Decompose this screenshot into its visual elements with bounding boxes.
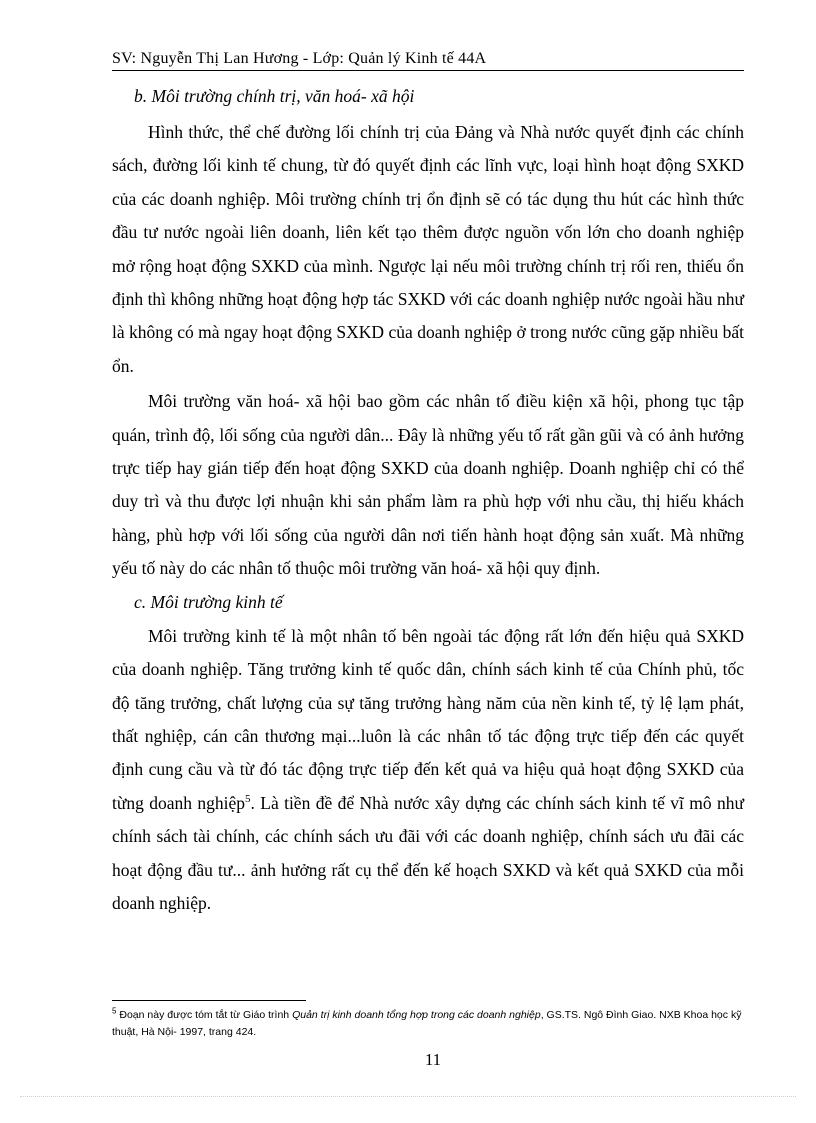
running-header: SV: Nguyễn Thị Lan Hương - Lớp: Quản lý Kinh tế 44A <box>112 50 744 71</box>
footnote-number: 5 <box>112 1006 117 1016</box>
footnote-reference[interactable]: 5 <box>245 792 251 805</box>
paragraph-political: Hình thức, thể chế đường lối chính trị của Đảng và Nhà nước quyết định các chính sách, đường lối kinh tế chung, từ đó quyết định các lĩnh vực, loại hình hoạt động SXKD của các doanh nghiệp. Môi trường chính trị ổn định sẽ có tác dụng thu hút các hình thức đầu tư nước ngoài liên doanh, liên kết tạo thêm được nguồn vốn lớn cho doanh nghiệp mở rộng hoạt động SXKD của mình. Ngược lại nếu môi trường chính trị rối ren, thiếu ổn định thì không những hoạt động hợp tác SXKD với các doanh nghiệp nước ngoài hầu như là không có mà ngay hoạt động SXKD của doanh nghiệp ở trong nước cũng gặp nhiều bất ổn. <box>112 122 744 376</box>
paragraph-economic <box>112 620 744 921</box>
page-number: 11 <box>424 1050 442 1069</box>
footnote-book-title: Quản trị kinh doanh tổng hợp trong các doanh nghiệp <box>292 1009 541 1021</box>
footnote-text-after: , GS.TS. Ngô Đình Giao. NXB Khoa học kỹ thuật, Hà Nội- 1997, trang 424. <box>112 1009 742 1038</box>
body-text <box>112 82 744 920</box>
paragraph-economic-part1: Môi trường kinh tế là một nhân tố bên ngoài tác động rất lớn đến hiệu quả SXKD của doanh nghiệp. Tăng trưởng kinh tế quốc dân, chính sách kinh tế của Chính phủ, tốc độ tăng trưởng, chất lượng của sự tăng trưởng hàng năm của nền kinh tế, tỷ lệ lạm phát, thất nghiệp, cán cân thương mại...luôn là các nhân tố tác động trực tiếp đến các quyết định cung cầu và từ đó tác động trực tiếp đến kết quả va hiệu quả hoạt động SXKD của từng doanh nghiệp <box>112 625 744 813</box>
section-heading-c: c. Môi trường kinh tế <box>134 591 283 612</box>
footnote <box>112 1007 744 1041</box>
page-bottom-dotted-line <box>20 1096 796 1097</box>
footnote-text-before: Đoạn này được tóm tắt từ Giáo trình <box>116 1009 293 1021</box>
paragraph-economic-part2: . Là tiền đề để Nhà nước xây dựng các chính sách kinh tế vĩ mô như chính sách tài chính, các chính sách ưu đãi với các doanh nghiệp, chính sách ưu đãi các hoạt động đầu tư... ảnh hưởng rất cụ thể đến kế hoạch SXKD và kết quả SXKD của mỗi doanh nghiệp. <box>112 792 744 913</box>
section-heading-b: b. Môi trường chính trị, văn hoá- xã hội <box>134 86 415 106</box>
paragraph-cultural: Môi trường văn hoá- xã hội bao gồm các nhân tố điều kiện xã hội, phong tục tập quán, trình độ, lối sống của người dân... Đây là những yếu tố rất gần gũi và có ảnh hưởng trực tiếp hay gián tiếp đến hoạt động SXKD của doanh nghiệp. Doanh nghiệp chỉ có thể duy trì và thu được lợi nhuận khi sản phẩm làm ra phù hợp với nhu cầu, thị hiếu khách hàng, phù hợp với lối sống của người dân nơi tiến hành hoạt động sản xuất. Mà những yếu tố này do các nhân tố thuộc môi trường văn hoá- xã hội quy định. <box>112 391 744 579</box>
footnote-separator <box>112 1000 306 1001</box>
